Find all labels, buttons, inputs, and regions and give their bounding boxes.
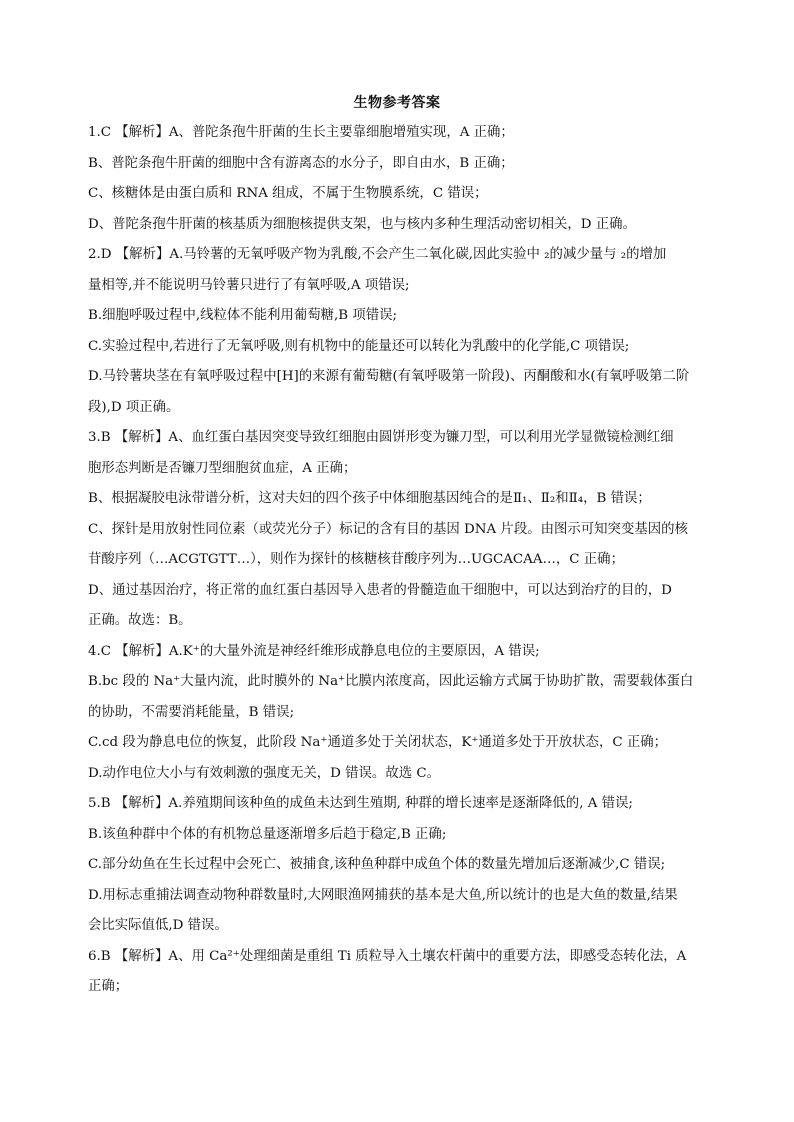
text-line: C.实验过程中,若进行了无氧呼吸,则有机物中的能量还可以转化为乳酸中的化学能,C 项错误; <box>88 338 630 354</box>
text-line: 正确； <box>88 979 129 994</box>
page-title: 生物参考答案 <box>353 95 441 111</box>
text-line: B、根据凝胶电泳带谱分析，这对夫妇的四个孩子中体细胞基因纯合的是Ⅱ₁、Ⅱ₂和Ⅱ₄，B 错误； <box>88 491 651 506</box>
text-line: C.部分幼鱼在生长过程中会死亡、被捕食,该种鱼种群中成鱼个体的数量先增加后逐渐减少,C 错误; <box>88 857 666 872</box>
text-line: B.bc 段的 Na⁺大量内流，此时膜外的 Na⁺比膜内浓度高，因此运输方式属于协助扩散，需要载体蛋白 <box>88 674 694 689</box>
text-line: 量相等,并不能说明马铃薯只进行了有氧呼吸,A 项错误; <box>88 277 410 293</box>
text-line: 的协助，不需要消耗能量，B 错误; <box>88 704 295 720</box>
text-line: D.用标志重捕法调查动物种群数量时,大网眼渔网捕获的基本是大鱼,所以统计的也是大鱼的数量,结果 <box>88 887 678 903</box>
text-line: 正确。故选：B。 <box>88 613 192 628</box>
text-line: 1.C 【解析】A、普陀条孢牛肝菌的生长主要靠细胞增殖实现，A 正确； <box>88 125 514 140</box>
text-line: B.细胞呼吸过程中,线粒体不能利用葡萄糖,B 项错误; <box>88 308 398 323</box>
text-line: 苷酸序列（…ACGTGTT…），则作为探针的核糖核苷酸序列为…UGCACAA…，C 正确； <box>88 552 624 567</box>
text-line: D.马铃薯块茎在有氧呼吸过程中[H]的来源有葡萄糖(有氧呼吸第一阶段)、丙酮酸和水(有氧呼吸第二阶 <box>88 369 690 384</box>
text-line: C、核糖体是由蛋白质和 RNA 组成，不属于生物膜系统，C 错误； <box>88 186 488 201</box>
text-line: C.cd 段为静息电位的恢复，此阶段 Na⁺通道多处于关闭状态，K⁺通道多处于开放状态，C 正确； <box>88 735 668 750</box>
text-line: D.动作电位大小与有效刺激的强度无关，D 错误。故选 C。 <box>88 765 440 781</box>
text-line: 2.D 【解析】A.马铃薯的无氧呼吸产物为乳酸,不会产生二氧化碳,因此实验中 ₂的减少量与 ₂的增加 <box>88 247 667 262</box>
text-line: 3.B 【解析】A、血红蛋白基因突变导致红细胞由圆饼形变为镰刀型，可以利用光学显微镜检测红细 <box>88 430 674 445</box>
text-line: 会比实际值低,D 错误。 <box>88 918 228 933</box>
text-line: B.该鱼种群中个体的有机物总量逐渐增多后趋于稳定,B 正确; <box>88 826 447 842</box>
text-line: 段),D 项正确。 <box>88 399 180 415</box>
text-line: D、普陀条孢牛肝菌的核基质为细胞核提供支架，也与核内多种生理活动密切相关，D 正确。 <box>88 216 636 232</box>
answer-content <box>88 118 716 1003</box>
text-line: C、探针是用放射性同位素（或荧光分子）标记的含有目的基因 DNA 片段。由图示可知突变基因的核 <box>88 521 688 537</box>
text-line: B、普陀条孢牛肝菌的细胞中含有游离态的水分子，即自由水，B 正确； <box>88 155 514 171</box>
text-line: 胞形态判断是否镰刀型细胞贫血症，A 正确； <box>88 460 357 476</box>
text-line: 4.C 【解析】A.K⁺的大量外流是神经纤维形成静息电位的主要原因，A 错误; <box>88 643 540 659</box>
text-line: D、通过基因治疗，将正常的血红蛋白基因导入患者的骨髓造血干细胞中，可以达到治疗的目的，D <box>88 582 672 598</box>
text-line: 6.B 【解析】A、用 Ca²⁺处理细菌是重组 Ti 质粒导入土壤农杆菌中的重要方法，即感受态转化法，A <box>88 948 687 964</box>
text-line: 5.B 【解析】A.养殖期间该种鱼的成鱼未达到生殖期, 种群的增长速率是逐渐降低的, A 错误; <box>88 796 633 811</box>
